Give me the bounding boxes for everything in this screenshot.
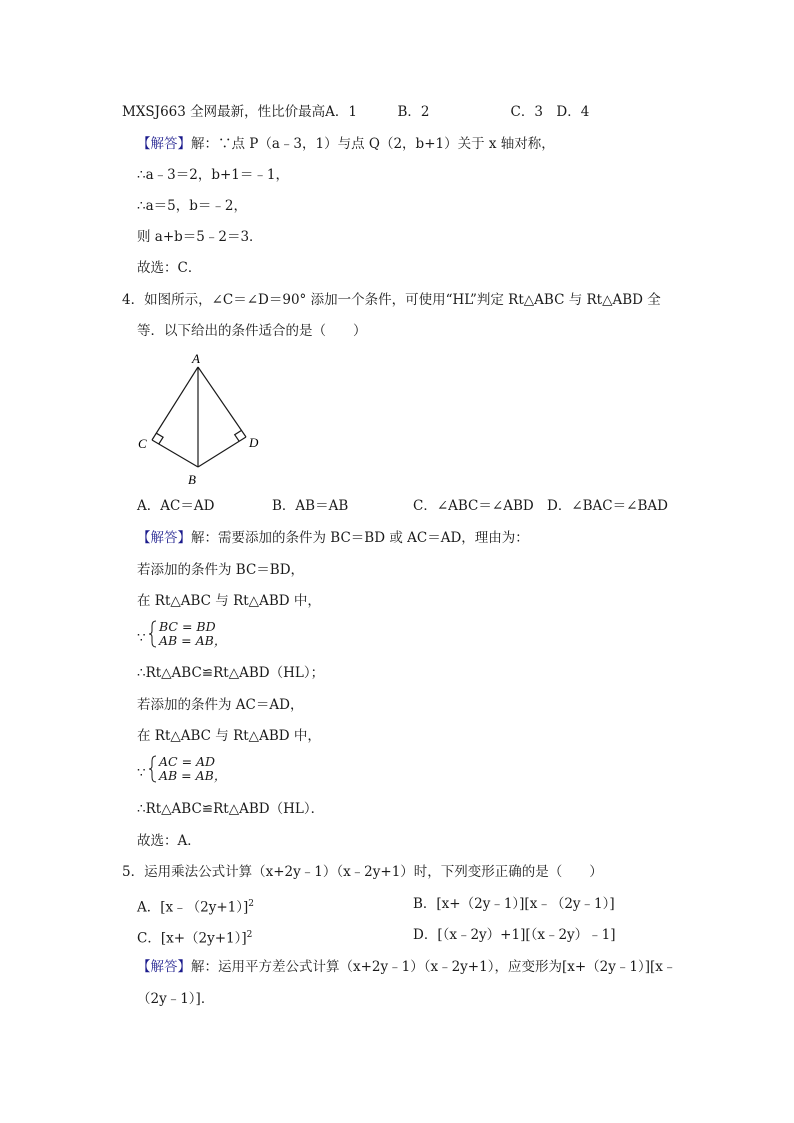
q4-option-c: C．∠ABC＝∠ABD [413,498,534,514]
q5-answer-line [137,958,676,976]
right-angle-mark-C [156,433,163,444]
answer-text: 解：需要添加的条件为 BC＝BD 或 AC＝AD，理由为： [191,530,529,546]
system-1-bottom: AB = AB， [159,633,227,648]
q3-options-line: MXSJ663 全网最新，性比价最高A．1 B．2 C．3 D．4 [122,104,590,120]
label-C: C [138,436,147,451]
left-brace [148,755,158,783]
system-2-bottom: AB = AB， [159,768,227,783]
q4-step-3: ∴Rt△ABC≌Rt△ABD（HL）； [137,665,325,681]
label-A: A [192,351,200,366]
label-B: B [188,472,196,487]
q3-choice: 故选：C． [137,260,202,276]
q4-step-4: 若添加的条件为 AC＝AD， [137,697,304,713]
q3-step-2: ∴a＝5，b＝﹣2， [137,198,247,214]
right-angle-mark-D [235,430,242,441]
q4-step-6: ∴Rt△ABC≌Rt△ABD（HL）． [137,801,325,817]
q4-option-d: D．∠BAC＝∠BAD [547,498,668,514]
therefore-symbol: ∵ [137,765,146,781]
q5-option-c: C．$[x+(2y+1)]^2$ [137,930,253,947]
answer-tag: 【解答】 [137,530,191,546]
system-1-top: BC = BD [159,619,216,634]
edge-AD [198,367,246,437]
q4-step-5: 在 Rt△ABC 与 Rt△ABD 中， [137,728,321,744]
q4-stem-line-1: 4．如图所示，∠C＝∠D＝90° 添加一个条件，可使用“HL”判定 Rt△ABC 与 Rt△ABD 全 [122,292,661,308]
answer-tag: 【解答】 [137,136,191,152]
system-2-top: AC = AD [159,754,216,769]
q4-choice: 故选：A． [137,833,201,849]
q3-step-1: ∴a﹣3＝2，b+1＝﹣1， [137,167,289,183]
q4-step-1: 若添加的条件为 BC＝BD， [137,562,305,578]
label-D: D [249,435,259,450]
answer-tag: 【解答】 [137,959,191,975]
q3-answer-line [137,135,555,153]
q4-option-a: A．AC＝AD [137,498,215,514]
q5-answer-continued: （2y﹣1）]． [137,991,215,1007]
q4-step-2: 在 Rt△ABC 与 Rt△ABD 中， [137,593,321,609]
q3-step-3: 则 a+b＝5﹣2＝3． [137,229,263,245]
q5-stem: 5．运用乘法公式计算（x+2y﹣1）（x﹣2y+1）时，下列变形正确的是（ ） [122,864,603,880]
left-brace [148,620,158,648]
triangle-figure [130,345,270,490]
q5-option-b: B．[x+（2y﹣1）][x﹣（2y﹣1）] [413,896,615,912]
q5-option-a: A．[x﹣（2y+1）]$^2$ [137,899,254,916]
q5-option-d: D．[（x﹣2y）+1][（x﹣2y）﹣1] [413,927,616,943]
q4-stem-line-2: 等．以下给出的条件适合的是（ ） [137,323,367,339]
therefore-symbol: ∵ [137,630,146,646]
q4-answer-line [137,529,529,547]
answer-text: 解：运用平方差公式计算（x+2y﹣1）（x﹣2y+1），应变形为[x+（2y﹣1）][x﹣ [191,959,677,975]
answer-text: 解：∵点 P（a﹣3，1）与点 Q（2，b+1）关于 x 轴对称， [191,136,555,152]
q4-option-b: B．AB＝AB [272,498,349,514]
edge-AC [152,367,198,440]
